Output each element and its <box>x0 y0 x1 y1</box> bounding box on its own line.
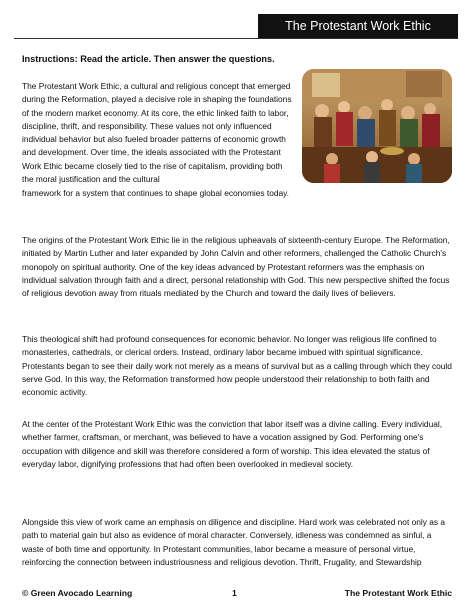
historical-illustration <box>302 69 452 183</box>
paragraph-1-continued: framework for a system that continues to shape global economies today. <box>22 188 289 198</box>
paragraph-5: Alongside this view of work came an emphasis on diligence and discipline. Hard work was celebrated not only as a path to material gain but also as evidence of moral character. Conversely, idleness was condemned as sinful, a waste of both time and opportunity. In Protestant communities, labor became a measure of personal virtue, reinforcing the connection between industriousness and religious devotion. Thrift, Frugality, and Stewardship <box>22 517 445 567</box>
page-title: The Protestant Work Ethic <box>258 14 458 38</box>
footer-title: The Protestant Work Ethic <box>344 588 452 598</box>
instructions: Instructions: Read the article. Then answer the questions. <box>22 54 275 64</box>
illustration-graphic <box>302 69 452 183</box>
paragraph-4: At the center of the Protestant Work Ethic was the conviction that labor itself was a divine calling. Every individual, whether farmer, craftsman, or merchant, was believed to have a vocation assigned by God. Performing one's occupation with diligence and skill was therefore considered a form of worship. This idea elevated the status of everyday labor, dignifying professions that had often been overlooked in medieval society. <box>22 419 443 469</box>
header-rule <box>14 38 458 39</box>
paragraph-1: The Protestant Work Ethic, a cultural and religious concept that emerged during the Reformation, played a decisive role in shaping the foundations of the modern market economy. At its core, the ethic linked faith to labor, discipline, thrift, and responsibility. These values not only influenced individual behavior but also fueled broader patterns of economic growth and development. Over time, the ideals associated with the Protestant Work Ethic became closely tied to the rise of capitalism, providing both the moral justification and the cultural <box>22 81 292 185</box>
footer-page-number: 1 <box>232 588 237 598</box>
footer-publisher: © Green Avocado Learning <box>22 588 133 598</box>
paragraph-3: This theological shift had profound consequences for economic behavior. No longer was religious life confined to monasteries, cathedrals, or clerical orders. Instead, ordinary labor became imbued with spiritual significance. Protestants began to see their daily work not merely as a means of survival but as a calling through which they could serve God. In this way, the Reformation transformed how people understood their relationship to both faith and economic activity. <box>22 334 452 398</box>
paragraph-2: The origins of the Protestant Work Ethic lie in the religious upheavals of sixteenth-century Europe. The Reformation, initiated by Martin Luther and later expanded by John Calvin and other reformers, challenged the Catholic Church's monopoly on spiritual authority. One of the key ideas advanced by Protestant reformers was the emphasis on individual salvation through faith and a direct, personal relationship with God. This new perspective shifted the focus of religious devotion away from rituals mediated by the Church and toward the daily lives of believers. <box>22 235 450 299</box>
